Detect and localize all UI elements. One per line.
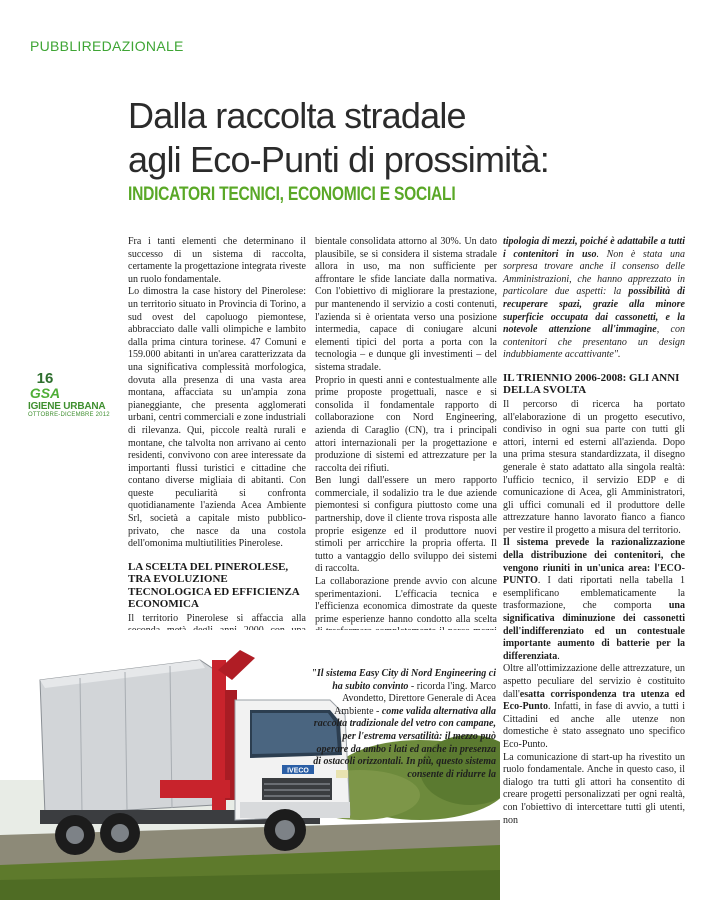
paragraph: La comunicazione di start-up ha rivestito un ruolo fondamentale. Anche in questo caso, il dialogo tra tutti gli attori ha consentito di creare progetti personalizzati per ogni realtà, con l'obiettivo di intercettare tutti gli utenti, non <box>503 751 685 826</box>
section-subheading: LA SCELTA DEL PINEROLESE, TRA EVOLUZIONE TECNOLOGICA ED EFFICIENZA ECONOMICA <box>128 560 300 611</box>
paragraph <box>503 236 685 362</box>
magazine-section: IGIENE URBANA <box>28 401 106 412</box>
emphasis-text: tipologia di mezzi, poiché è adattabile a tutti i contenitori in uso <box>503 236 685 260</box>
section-label: PUBBLIREDAZIONALE <box>30 38 184 54</box>
paragraph: Ben lungi dall'essere un mero rapporto commerciale, il sodalizio tra le due aziende piemontesi si configura piuttosto come una partnership, dove il cliente trova risposta alle proprie esigenze ed il produttore nuovi stimoli per arricchire la propria offerta. Il tutto a vantaggio dello sviluppo dei sistemi di raccolta. <box>315 475 497 575</box>
emphasis-text: possibilità di recuperare spazi, grazie alla minore superficie occupata dai cassonetti, e la notevole attenzione all'immagine <box>503 286 685 336</box>
quote-opening: "Il sistema Easy City di Nord Engineering ci ha subito convinto <box>311 668 496 692</box>
paragraph: Proprio in questi anni e contestualmente alle prime proposte progettuali, nasce e si consolida il fondamentale rapporto di collaborazione con Nord Engineering, azienda di Caraglio (CN), tra i principali attori internazionali per la progettazione e produzione di sistemi ed attrezzature per la raccolta dei rifiuti. <box>315 374 497 474</box>
body-text: Oltre all'ottimizzazione delle attrezzature, un aspetto peculiare del servizio è costituito dall' <box>503 663 685 700</box>
article-subheadline: INDICATORI TECNICI, ECONOMICI E SOCIALI <box>128 184 456 205</box>
quote-block <box>310 668 496 781</box>
quote-continuation: come valida alternativa alla raccolta tradizionale del vetro con campane, per l'estrema versatilità: il mezzo può operare da ambo i lati ed anche in presenza di ostacoli orizzontali. In più, questo sistema consente di ridurre la <box>313 705 496 780</box>
paragraph <box>503 537 685 663</box>
paragraph: Fra i tanti elementi che determinano il successo di un sistema di raccolta, certamente la progettazione integrata riveste un ruolo fondamentale. <box>128 236 306 285</box>
italic-text: , con contenitori che presentano un design indubbiamente accattivante". <box>503 324 685 361</box>
magazine-logo: GSA <box>29 385 61 401</box>
bold-text: una significativa diminuzione dei cassonetti dell'indifferenziato ed un contestuale importante aumento di batterie per la differenziata <box>503 600 685 662</box>
body-text: . Infatti, in fase di avvio, a tutti i Cittadini ed anche alle utenze non domestiche è stato assegnato uno specifico Eco-Punto. <box>503 701 685 750</box>
italic-text: . Non è stata una sorpresa trovare anche il consenso delle Amministrazioni, che hanno apprezzato in particolare due aspetti: la <box>503 248 686 298</box>
headline-line-1: Dalla raccolta stradale <box>128 95 466 136</box>
article-column-3 <box>503 236 685 827</box>
bold-text: Il sistema prevede la razionalizzazione della distribuzione dei contenitori, che vengono riuniti in un'unica area: l'ECO-PUNTO <box>503 537 685 587</box>
bold-text: esatta corrispondenza tra utenza ed Eco-Punto <box>503 688 685 713</box>
section-subheading: IL TRIENNIO 2006-2008: GLI ANNI DELLA SVOLTA <box>503 371 680 397</box>
paragraph: bientale consolidata attorno al 30%. Un dato plausibile, se si considera il sistema stradale allora in uso, ma non sufficiente per affrontare le sfide lanciate dalla normativa. Con l'obiettivo di migliorare la prestazione, pur mantenendo il servizio a costi contenuti, l'azienda si è orientata verso una posizione intermedia, capace di coniugare alcuni elementi tipici del porta a porta con la tecnologia – e dunque gli investimenti – del sistema stradale. <box>315 236 497 373</box>
paragraph: La collaborazione prende avvio con alcune sperimentazioni. L'efficacia tecnica e l'efficienza economica dimostrate da queste prime esperienze hanno condotto alla scelta <box>315 576 497 625</box>
truck-brand-label: IVECO <box>287 767 309 775</box>
article-column-2 <box>315 236 497 664</box>
article-headline <box>128 94 708 182</box>
page-number: 16 <box>36 370 54 387</box>
paragraph: Il territorio Pinerolese si affaccia alla <box>128 612 306 624</box>
magazine-issue: OTTOBRE-DICEMBRE 2012 <box>28 412 110 418</box>
body-text: . <box>557 650 560 662</box>
article-column-1 <box>128 236 306 651</box>
headline-line-2: agli Eco-Punti di prossimità: <box>128 139 549 180</box>
quote-attribution: - ricorda l'ing. Marco Avondetto, Direttore Generale di Acea Ambiente - <box>334 680 496 717</box>
paragraph: Lo dimostra la case history del Pinerolese: un territorio situato in Provincia di Torino, a sud ovest del capoluogo piemontese, abbracciato dalle valli olimpiche e lambito dalla prima cintura torinese. 47 Comuni e 159.000 abitanti in un'area caratterizzata da una significativa complessità morfologica, dovuta alla presenza di una vasta area montana, affacciata su un'ampia zona pianeggiante, che presenta agglomerati urbani, centri commerciali e zone industriali di rilevanza. Qui, piccole realtà rurali e montane, che talvolta non arrivano ai cento residenti, convivono con aree interessate da importanti flussi turistici e cittadine che contano diverse migliaia di abitanti. Con queste peculiarità si confronta quotidianamente l'azienda Acea Ambiente Srl, società a capitale misto pubblico-privato, che nasce da una costola dell'omonima multiutilities Pinerolese. <box>128 286 306 550</box>
body-text: . I dati riportati nella tabella 1 esemplificano emblematicamente la trasformazione, che comporta <box>503 575 685 612</box>
paragraph <box>503 663 685 751</box>
magazine-sidebar <box>28 370 110 418</box>
paragraph: Il percorso di ricerca ha portato all'elaborazione di un progetto esecutivo, condiviso in ogni sua parte con tutti gli attori, interni ed esterni all'azienda. Dopo una prima stesura standardizzata, il disegno generale è stato adattato alla singola realtà: l'ufficio tecnico, il servizio EDP e di comunicazione di Acea, gli Amministratori, gli uffici comunali ed il produttore delle attrezzature hanno lavorato fianco a fianco per vestire il progetto a misura del territorio. <box>503 398 685 536</box>
quote-paragraph <box>310 668 496 781</box>
